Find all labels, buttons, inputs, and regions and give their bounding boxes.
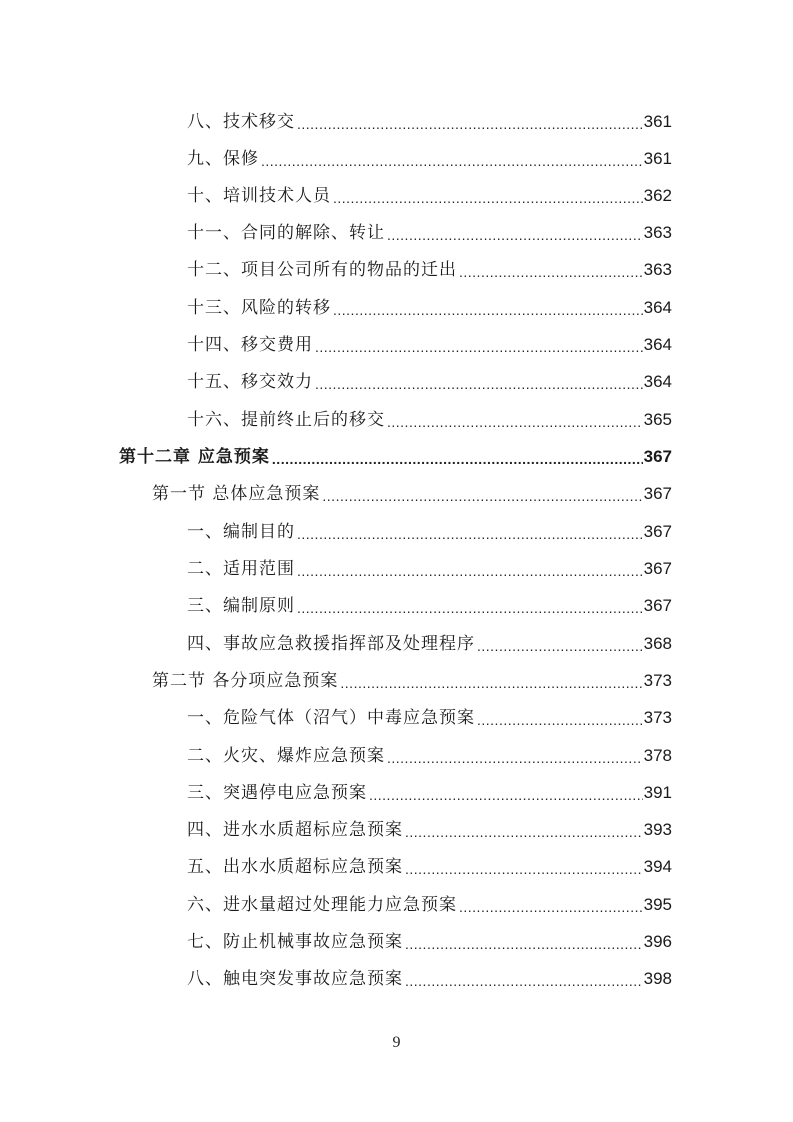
toc-entry — [187, 104, 672, 132]
toc-entry-page: 365 — [643, 410, 672, 429]
toc-section-page: 373 — [643, 671, 672, 690]
toc-entry-title: 十四、移交费用 — [187, 335, 313, 355]
toc-entry — [187, 849, 672, 877]
dot-leader — [387, 414, 643, 430]
toc-entry — [187, 812, 672, 840]
toc-section-title: 第二节 各分项应急预案 — [152, 671, 339, 691]
toc-entry-page: 364 — [643, 335, 672, 354]
toc-entry-title: 二、适用范围 — [187, 559, 295, 579]
toc-entry — [187, 514, 672, 542]
toc-entry — [187, 551, 672, 579]
toc-entry — [187, 887, 672, 915]
toc-entry-page: 373 — [643, 708, 672, 727]
dot-leader — [272, 451, 643, 467]
toc-entry-page: 394 — [643, 857, 672, 876]
toc-section-entry — [152, 663, 672, 691]
dot-leader — [405, 824, 643, 840]
toc-entry-page: 395 — [643, 895, 672, 914]
page-number: 9 — [392, 1034, 401, 1051]
toc-entry — [187, 252, 672, 280]
toc-entry-title: 八、技术移交 — [187, 112, 295, 132]
toc-entry-page: 398 — [643, 969, 672, 988]
toc-entry-page: 367 — [643, 559, 672, 578]
dot-leader — [405, 973, 643, 989]
dot-leader — [322, 488, 642, 504]
toc-entry-title: 十三、风险的转移 — [187, 298, 331, 318]
dot-leader — [333, 302, 643, 318]
dot-leader — [315, 376, 643, 392]
toc-entry-title: 六、进水量超过处理能力应急预案 — [187, 895, 457, 915]
toc-entry-title: 四、进水水质超标应急预案 — [187, 820, 403, 840]
dot-leader — [333, 190, 643, 206]
dot-leader — [297, 526, 643, 542]
toc-entry-title: 十、培训技术人员 — [187, 186, 331, 206]
dot-leader — [459, 899, 643, 915]
toc-entry — [187, 327, 672, 355]
toc-entry — [187, 215, 672, 243]
toc-section-entry — [152, 476, 672, 504]
toc-entry-title: 九、保修 — [187, 149, 259, 169]
toc-entry-page: 396 — [643, 932, 672, 951]
toc-entry-title: 十二、项目公司所有的物品的迁出 — [187, 260, 457, 280]
dot-leader — [261, 153, 643, 169]
toc-entry-title: 七、防止机械事故应急预案 — [187, 932, 403, 952]
toc-chapter-page: 367 — [643, 447, 672, 466]
dot-leader — [340, 675, 642, 691]
toc-entry — [187, 775, 672, 803]
toc-entry-title: 十五、移交效力 — [187, 372, 313, 392]
dot-leader — [405, 936, 643, 952]
dot-leader — [387, 750, 643, 766]
toc-entry — [187, 402, 672, 430]
toc-chapter-entry — [119, 439, 672, 467]
dot-leader — [387, 227, 643, 243]
toc-entry-page: 363 — [643, 260, 672, 279]
toc-entry — [187, 961, 672, 989]
dot-leader — [477, 712, 643, 728]
dot-leader — [297, 116, 643, 132]
toc-entry-title: 三、编制原则 — [187, 596, 295, 616]
toc-entry-page: 378 — [643, 746, 672, 765]
toc-entry — [187, 290, 672, 318]
toc-entry-title: 一、危险气体（沼气）中毒应急预案 — [187, 708, 475, 728]
dot-leader — [459, 264, 643, 280]
toc-entry-page: 393 — [643, 820, 672, 839]
toc-entry-title: 五、出水水质超标应急预案 — [187, 857, 403, 877]
toc-entry-title: 一、编制目的 — [187, 522, 295, 542]
toc-entry-title: 八、触电突发事故应急预案 — [187, 969, 403, 989]
toc-section-title: 第一节 总体应急预案 — [152, 484, 321, 504]
toc-entry-title: 十一、合同的解除、转让 — [187, 223, 385, 243]
toc-entry-page: 368 — [643, 634, 672, 653]
toc-entry-page: 391 — [643, 783, 672, 802]
toc-entry-title: 二、火灾、爆炸应急预案 — [187, 746, 385, 766]
toc-chapter-title: 第十二章 应急预案 — [119, 447, 270, 467]
toc-entry — [187, 626, 672, 654]
dot-leader — [315, 339, 643, 355]
toc-entry — [187, 141, 672, 169]
toc-entry-page: 361 — [643, 149, 672, 168]
toc-entry-page: 367 — [643, 522, 672, 541]
toc-entry — [187, 738, 672, 766]
toc-entry-title: 十六、提前终止后的移交 — [187, 410, 385, 430]
toc-entry-page: 362 — [643, 186, 672, 205]
dot-leader — [477, 638, 643, 654]
toc-entry — [187, 588, 672, 616]
toc-entry-page: 364 — [643, 372, 672, 391]
toc-entry-title: 三、突遇停电应急预案 — [187, 783, 367, 803]
dot-leader — [297, 600, 643, 616]
toc-entry — [187, 924, 672, 952]
toc-entry-title: 四、事故应急救援指挥部及处理程序 — [187, 634, 475, 654]
toc-entry-page: 364 — [643, 298, 672, 317]
dot-leader — [405, 861, 643, 877]
dot-leader — [369, 787, 643, 803]
toc-section-page: 367 — [643, 484, 672, 503]
toc-entry — [187, 700, 672, 728]
toc-entry — [187, 364, 672, 392]
toc-entry-page: 361 — [643, 112, 672, 131]
toc-entry-page: 363 — [643, 223, 672, 242]
dot-leader — [297, 563, 643, 579]
toc-entry — [187, 178, 672, 206]
toc-entry-page: 367 — [643, 596, 672, 615]
